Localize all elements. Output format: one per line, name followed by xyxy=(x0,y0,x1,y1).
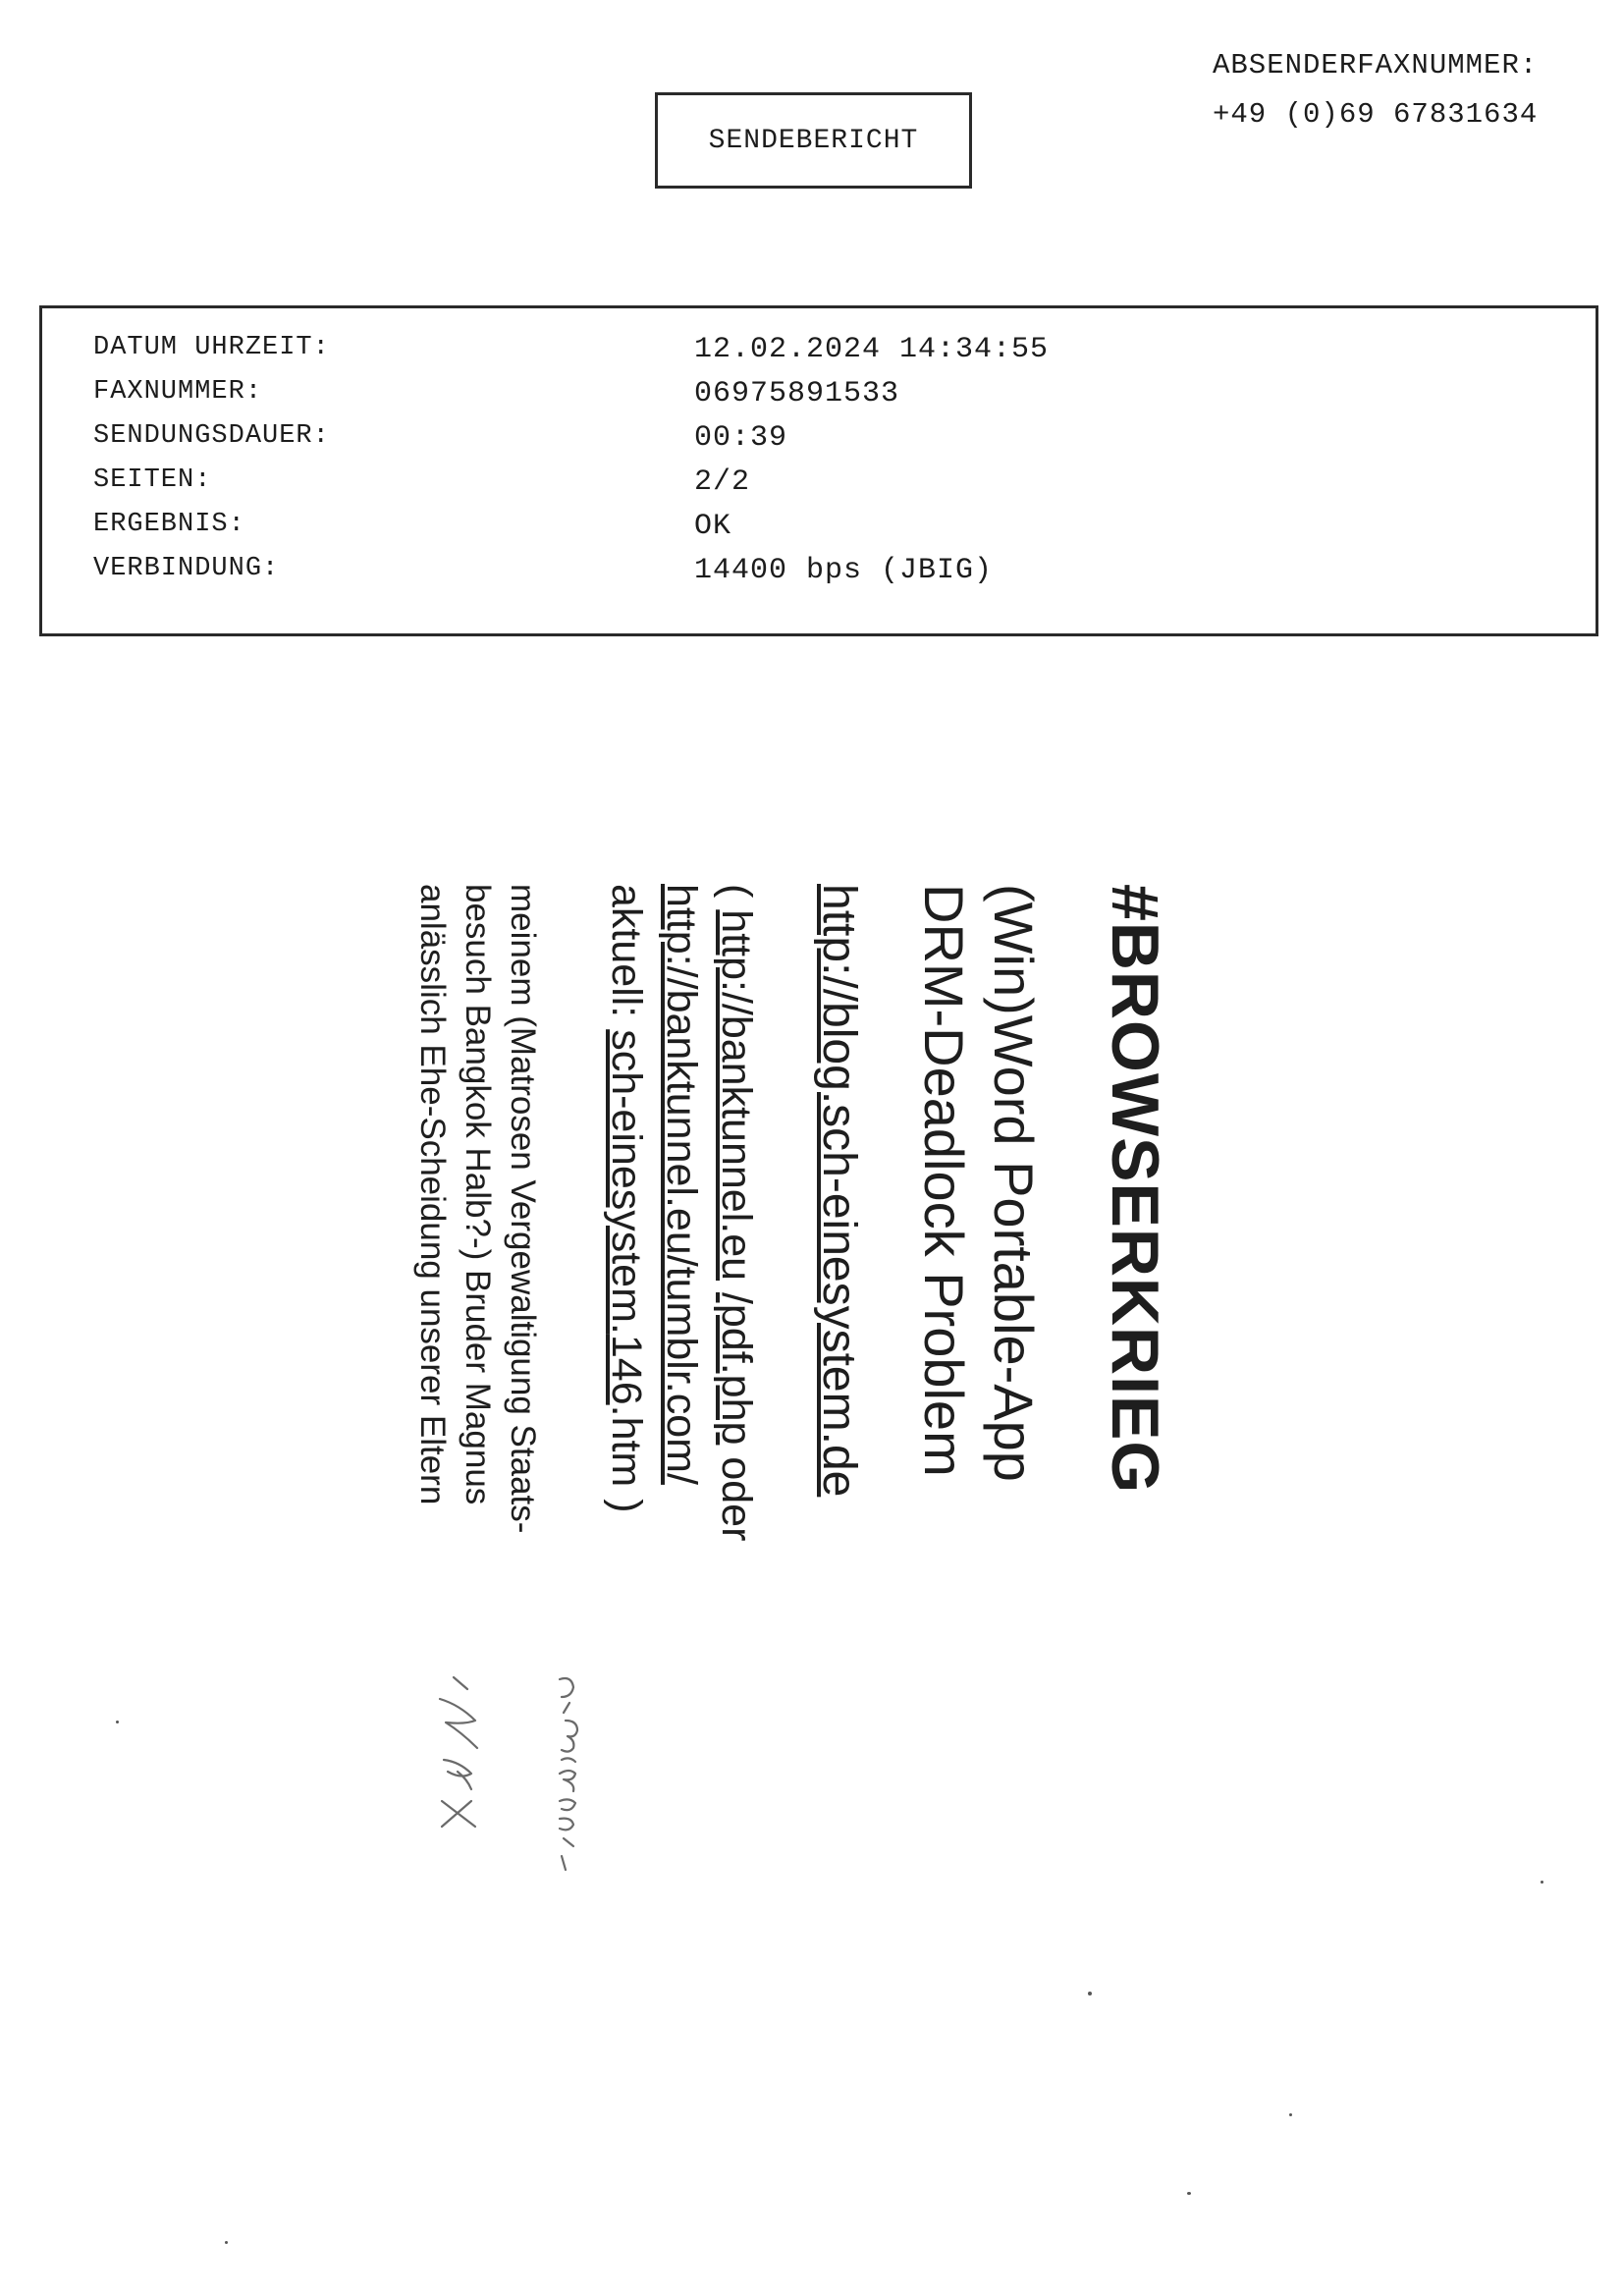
row-label: DATUM UHRZEIT: xyxy=(93,333,330,362)
row-label: SEITEN: xyxy=(93,465,212,495)
faxed-page-content xyxy=(388,884,1173,1768)
scan-speck xyxy=(225,2241,228,2244)
body-line-2: besuch Bangkok Halb?-) Bruder Magnus xyxy=(459,884,497,1505)
report-row-sendungsdauer xyxy=(93,421,1517,465)
row-value: 12.02.2024 14:34:55 xyxy=(694,333,1050,366)
scan-speck xyxy=(1088,1992,1092,1995)
aktuell-link-b: 146 xyxy=(603,1334,650,1405)
paren-open: ( xyxy=(713,884,760,910)
aktuell-prefix: aktuell: xyxy=(603,884,650,1030)
row-label: VERBINDUNG: xyxy=(93,554,280,583)
paren-close: ) xyxy=(603,1487,650,1513)
body-line-1: meinem (Matrosen Vergewaltigung Staats- xyxy=(504,884,542,1534)
row-value: OK xyxy=(694,510,732,543)
aktuell-link-a: sch-einesystem. xyxy=(603,1029,650,1335)
aktuell-line xyxy=(602,884,650,1513)
row-label: ERGEBNIS: xyxy=(93,510,245,539)
body-line-3: anlässlich Ehe-Scheidung unserer Eltern xyxy=(413,884,452,1505)
row-label: FAXNUMMER: xyxy=(93,377,263,407)
sender-fax-number: +49 (0)69 67831634 xyxy=(1213,98,1539,131)
report-title: SENDEBERICHT xyxy=(655,92,972,189)
scan-speck xyxy=(1541,1881,1543,1884)
report-row-datum xyxy=(93,333,1517,377)
row-value: 00:39 xyxy=(694,421,788,455)
sender-fax-label: ABSENDERFAXNUMMER: xyxy=(1213,49,1539,82)
link-line-1 xyxy=(712,884,760,1541)
banktunnel-link: http://banktunnel.eu xyxy=(713,909,760,1282)
scan-speck xyxy=(116,1721,119,1723)
report-rows xyxy=(93,333,1517,598)
row-label: SENDUNGSDAUER: xyxy=(93,421,330,451)
tumblr-link: http://banktunnel.eu/tumblr.com/ xyxy=(658,884,705,1485)
report-details-box xyxy=(39,305,1598,636)
row-value: 14400 bps (JBIG) xyxy=(694,554,994,587)
handwritten-signature xyxy=(422,1669,638,1895)
report-row-faxnummer xyxy=(93,377,1517,421)
row-value: 2/2 xyxy=(694,465,751,499)
link-space xyxy=(713,1281,760,1292)
sender-fax-block xyxy=(1213,41,1538,139)
headline: #BROWSERKRIEG xyxy=(1098,884,1172,1495)
pdf-link: /pdf.php xyxy=(713,1291,760,1446)
scan-speck xyxy=(1187,2192,1191,2195)
subtitle-drm: DRM-Deadlock Problem xyxy=(913,884,975,1477)
report-row-seiten xyxy=(93,465,1517,510)
blog-url: http://blog.sch-einesystem.de xyxy=(813,884,865,1498)
oder-text: oder xyxy=(713,1445,760,1542)
report-row-verbindung xyxy=(93,554,1517,598)
aktuell-link-c: .htm xyxy=(603,1404,650,1488)
row-value: 06975891533 xyxy=(694,377,900,410)
report-row-ergebnis xyxy=(93,510,1517,554)
scan-speck xyxy=(1289,2113,1292,2116)
subtitle-word: (Win)Word Portable-App xyxy=(983,884,1045,1482)
